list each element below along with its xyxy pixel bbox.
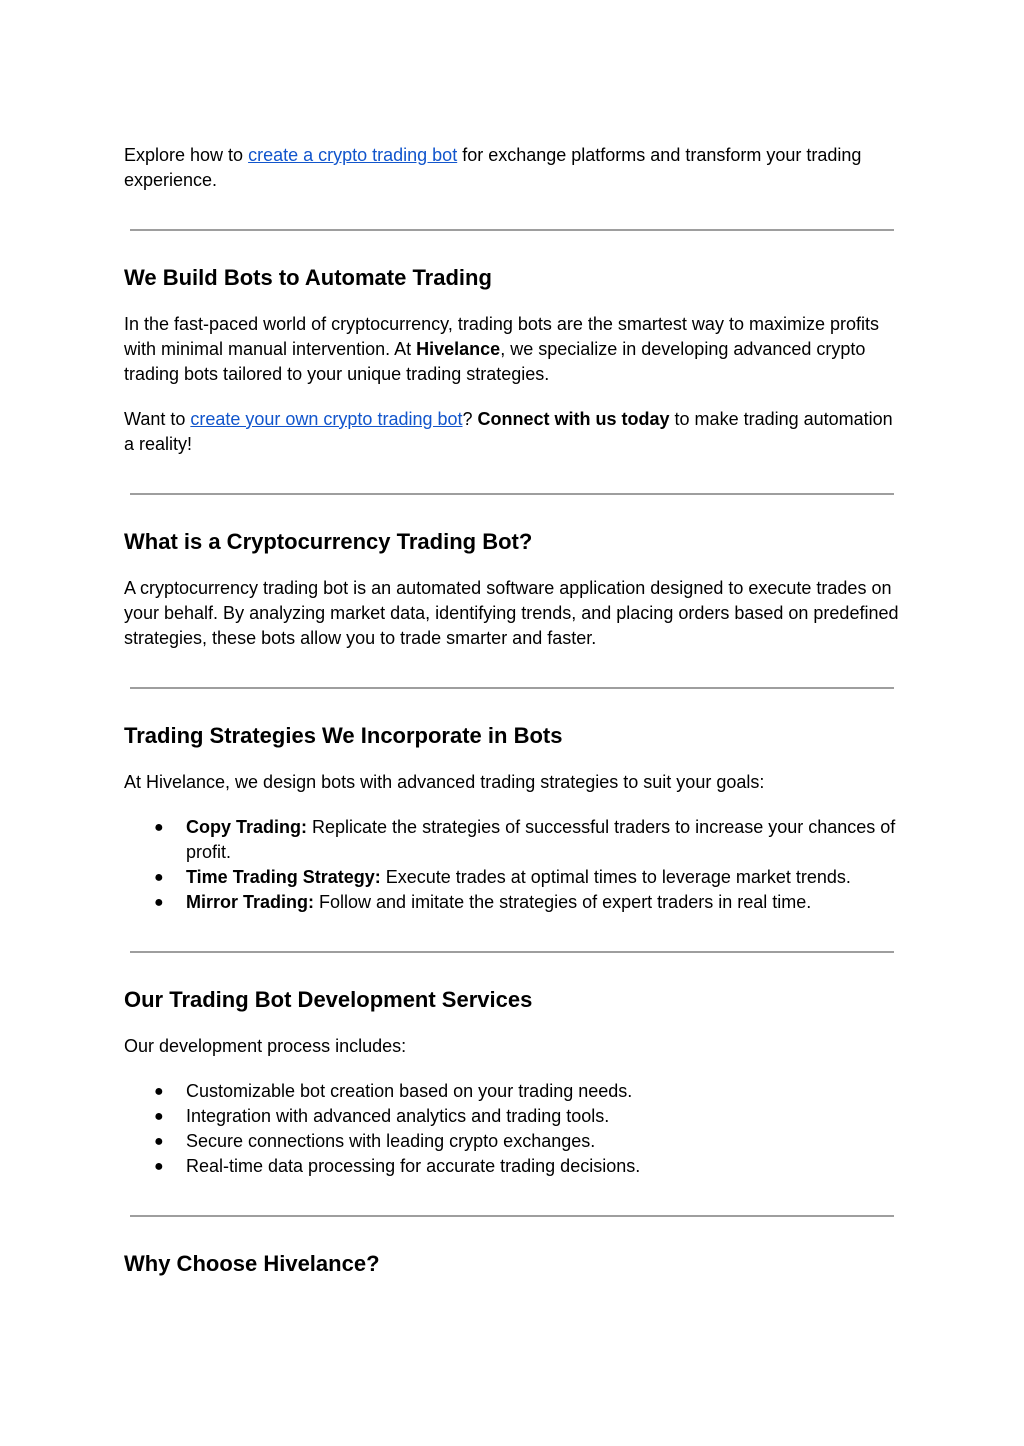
list-item-text: Customizable bot creation based on your trading needs. <box>186 1081 633 1101</box>
list-item <box>124 890 904 915</box>
intro-paragraph <box>124 143 904 193</box>
list-item-text: Replicate the strategies of successful traders to increase your chances of profit. <box>186 817 896 862</box>
bullet-icon: ● <box>154 1158 164 1175</box>
bullet-icon: ● <box>154 1133 164 1150</box>
bullet-icon: ● <box>154 1108 164 1125</box>
what-is-paragraph: A cryptocurrency trading bot is an automated software application designed to execute trades on your behalf. By analyzing market data, identifying trends, and placing orders based on predefined strategies, these bots allow you to trade smarter and faster. <box>124 578 899 648</box>
list-item-text: Real-time data processing for accurate trading decisions. <box>186 1156 641 1176</box>
divider <box>130 229 894 231</box>
list-item-text: Integration with advanced analytics and trading tools. <box>186 1106 610 1126</box>
section-heading-why-choose: Why Choose Hivelance? <box>124 1251 380 1276</box>
strategies-intro: At Hivelance, we design bots with advanced trading strategies to suit your goals: <box>124 772 765 792</box>
document-page <box>124 143 904 1298</box>
section-heading-strategies: Trading Strategies We Incorporate in Bots <box>124 723 563 748</box>
create-crypto-bot-link[interactable]: create a crypto trading bot <box>248 145 458 165</box>
create-own-bot-link[interactable]: create your own crypto trading bot <box>190 409 463 429</box>
automate-text-end: , we specialize in developing advanced crypto trading bots tailored to your unique trading strategies. <box>124 339 866 384</box>
list-item-text: Follow and imitate the strategies of expert traders in real time. <box>314 892 812 912</box>
bullet-icon: ● <box>154 819 164 836</box>
brand-name: Hivelance <box>416 339 501 359</box>
list-item-text: Execute trades at optimal times to leverage market trends. <box>380 867 851 887</box>
list-item <box>124 1104 904 1129</box>
cta-text-end: to make trading automation a reality! <box>124 409 893 454</box>
list-item-title: Time Trading Strategy: <box>186 867 381 887</box>
intro-text: Explore how to <box>124 145 249 165</box>
bullet-icon: ● <box>154 1083 164 1100</box>
list-item <box>124 1079 904 1104</box>
bullet-icon: ● <box>154 869 164 886</box>
section-heading-automate: We Build Bots to Automate Trading <box>124 265 492 290</box>
list-item-title: Copy Trading: <box>186 817 307 837</box>
bullet-icon: ● <box>154 894 164 911</box>
list-item <box>124 865 904 890</box>
divider <box>130 687 894 689</box>
services-intro: Our development process includes: <box>124 1036 407 1056</box>
strategies-list <box>124 815 904 915</box>
divider <box>130 951 894 953</box>
cta-paragraph <box>124 407 904 457</box>
cta-bold: Connect with us today <box>477 409 670 429</box>
list-item-text: Secure connections with leading crypto exchanges. <box>186 1131 596 1151</box>
list-item <box>124 1154 904 1179</box>
cta-question: ? <box>462 409 478 429</box>
list-item <box>124 815 904 865</box>
section-heading-services: Our Trading Bot Development Services <box>124 987 533 1012</box>
section-heading-what-is: What is a Cryptocurrency Trading Bot? <box>124 529 533 554</box>
list-item-title: Mirror Trading: <box>186 892 315 912</box>
divider <box>130 493 894 495</box>
intro-text-end: for exchange platforms and transform your trading experience. <box>124 145 862 190</box>
list-item <box>124 1129 904 1154</box>
cta-text: Want to <box>124 409 191 429</box>
automate-paragraph <box>124 312 904 387</box>
divider <box>130 1215 894 1217</box>
automate-text: In the fast-paced world of cryptocurrency, trading bots are the smartest way to maximize profits with minimal manual intervention. At <box>124 314 879 359</box>
services-list <box>124 1079 904 1179</box>
